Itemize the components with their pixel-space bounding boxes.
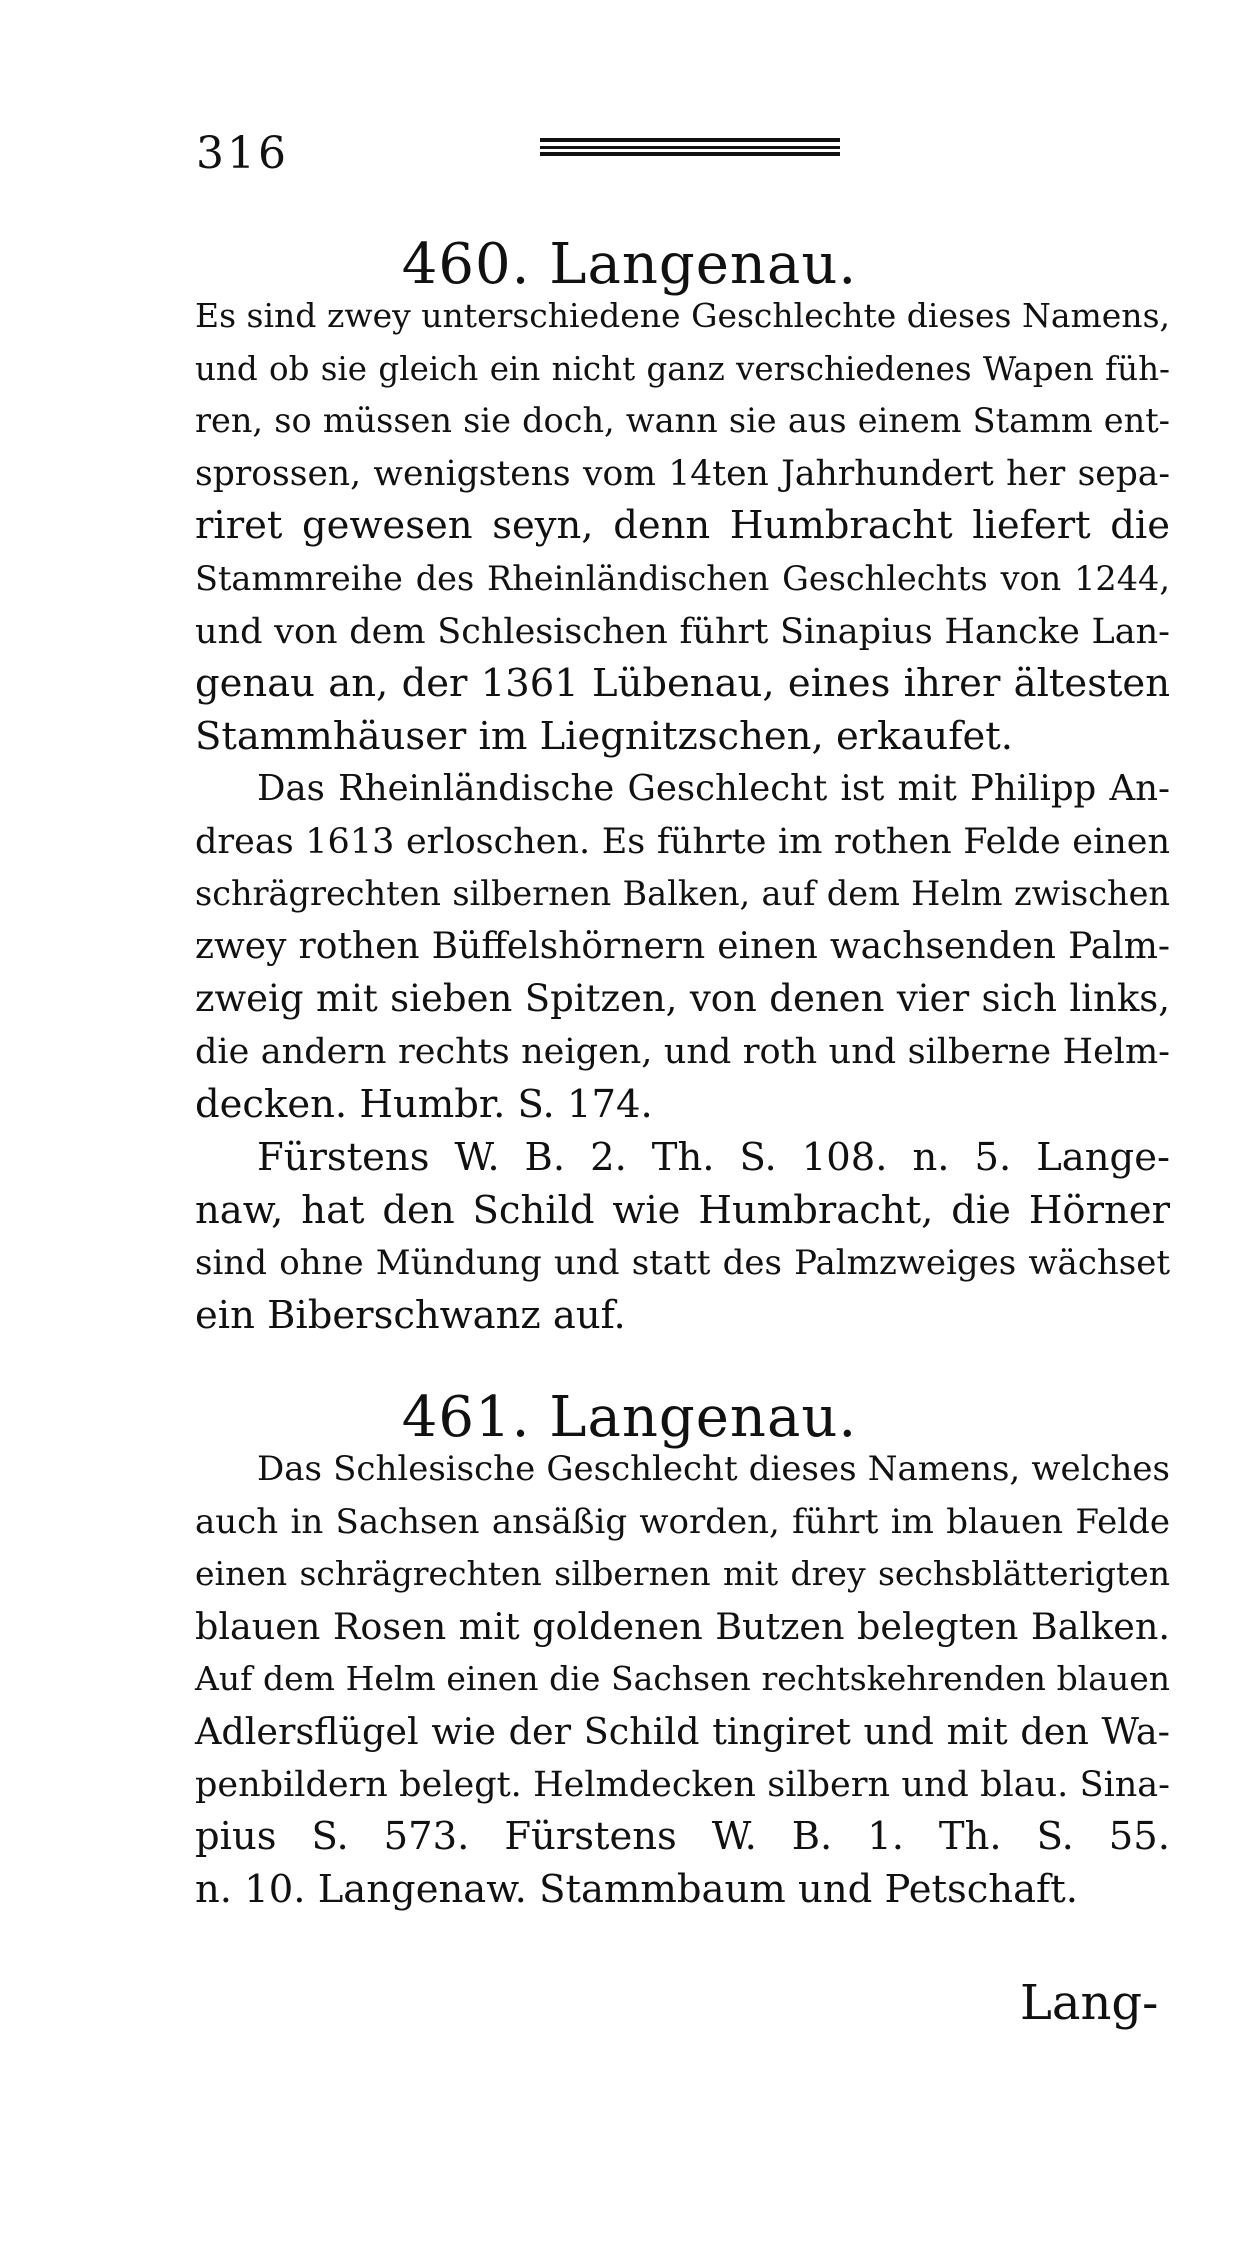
text-line: zwey rothen Büffelshörnern einen wachsenden Palm- [195, 925, 1170, 967]
text-line: Adlersflügel wie der Schild tingiret und mit den Wa- [195, 1709, 1170, 1753]
text-line: einen schrägrechten silbernen mit drey sechsblätterigten [195, 1554, 1170, 1594]
entry-heading-461: 461. Langenau. [401, 1385, 858, 1450]
text-line: ren, so müssen sie doch, wann sie aus einem Stamm ent- [195, 401, 1170, 441]
entry-460-paragraph-1 [195, 290, 1170, 763]
entry-460-paragraph-3 [195, 1132, 1170, 1342]
text-line: ein Biberschwanz auf. [195, 1292, 626, 1338]
text-line: genau an, der 1361 Lübenau, eines ihrer ältesten [195, 661, 1170, 707]
text-line: zweig mit sieben Spitzen, von denen vier sich links, [195, 977, 1170, 1021]
text-line: Das Schlesische Geschlecht dieses Namens, welches [257, 1449, 1170, 1489]
catchword: Lang- [1020, 1975, 1159, 2031]
text-line: sind ohne Mündung und statt des Palmzweiges wächset [195, 1243, 1170, 1284]
page-number: 316 [196, 128, 289, 179]
text-line: naw, hat den Schild wie Humbracht, die Hörner [195, 1187, 1170, 1233]
text-line: auch in Sachsen ansäßig worden, führt im blauen Felde [195, 1501, 1170, 1542]
entry-461-paragraph-1 [195, 1443, 1170, 1916]
text-line: schrägrechten silbernen Balken, auf dem Helm zwischen [195, 874, 1170, 914]
text-line: dreas 1613 erloschen. Es führte im rothen Felde einen [195, 821, 1170, 862]
text-line: und ob sie gleich ein nicht ganz verschiedenes Wapen füh- [195, 349, 1170, 388]
text-line: riret gewesen seyn, denn Humbracht liefert die [195, 503, 1170, 549]
text-line: Stammhäuser im Liegnitzschen, erkaufet. [195, 713, 1013, 759]
text-line: sprossen, wenigstens vom 14ten Jahrhundert her sepa- [195, 453, 1170, 494]
entry-heading-460: 460. Langenau. [401, 232, 858, 297]
text-line: Auf dem Helm einen die Sachsen rechtskehrenden blauen [195, 1659, 1170, 1699]
text-line: decken. Humbr. S. 174. [195, 1081, 653, 1127]
text-line: Fürstens W. B. 2. Th. S. 108. n. 5. Lange- [257, 1135, 1170, 1180]
text-line: Es sind zwey unterschiedene Geschlechte dieses Namens, [195, 296, 1170, 335]
text-line: Das Rheinländische Geschlecht ist mit Philipp An- [257, 768, 1170, 809]
header-rule [540, 138, 840, 156]
text-line: penbildern belegt. Helmdecken silbern und blau. Sina- [195, 1764, 1170, 1805]
text-line: pius S. 573. Fürstens W. B. 1. Th. S. 55. [195, 1814, 1170, 1860]
text-line: Stammreihe des Rheinländischen Geschlechts von 1244, [195, 558, 1170, 598]
text-line: und von dem Schlesischen führt Sinapius Hancke Lan- [195, 611, 1170, 652]
entry-460-paragraph-2 [195, 763, 1170, 1131]
text-line: blauen Rosen mit goldenen Butzen belegten Balken. [195, 1604, 1170, 1648]
text-line: n. 10. Langenaw. Stammbaum und Petschaft. [195, 1866, 1078, 1912]
text-line: die andern rechts neigen, und roth und silberne Helm- [195, 1031, 1170, 1072]
